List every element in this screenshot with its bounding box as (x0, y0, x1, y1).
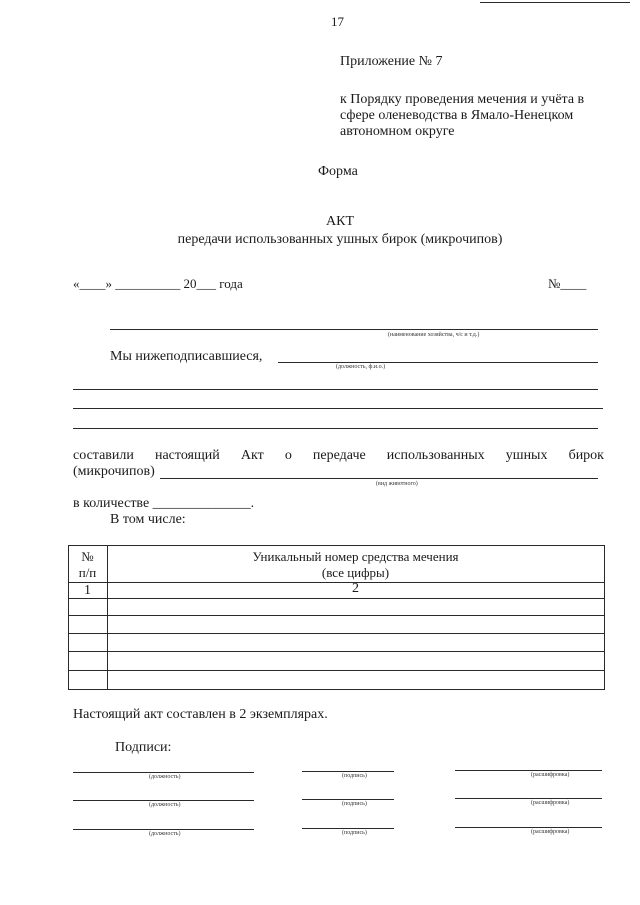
position-hint-2: (должность) (149, 802, 181, 808)
position-line-3 (73, 829, 254, 830)
position-line-2 (73, 800, 254, 801)
undersigned-line (278, 362, 598, 363)
decoding-hint-3: (расшифровка) (531, 829, 570, 835)
animal-type-hint: (вид животного) (376, 481, 418, 487)
including-label: В том числе: (110, 512, 186, 527)
table-border-bottom (68, 689, 605, 690)
col-tag-id-index: 2 (352, 581, 359, 596)
top-edge-line (480, 2, 630, 3)
position-hint-3: (должность) (149, 831, 181, 837)
farm-name-line (110, 329, 598, 330)
table-row-divider (68, 670, 605, 671)
table-border-top (68, 545, 605, 546)
col-number-header-sub: п/п (78, 565, 97, 580)
appendix-line-3: автономном округе (340, 124, 455, 139)
copies-statement: Настоящий акт составлен в 2 экземплярах. (73, 707, 328, 722)
quantity-line: в количестве ______________. (73, 496, 255, 511)
decoding-line-3 (455, 827, 602, 828)
signature-hint-2: (подпись) (342, 801, 367, 807)
col-number-header: № (81, 549, 94, 564)
signatures-title: Подписи: (115, 740, 172, 755)
blank-line-2 (73, 408, 603, 409)
undersigned-label: Мы нижеподписавшиеся, (110, 349, 263, 364)
act-subtitle: передачи использованных ушных бирок (микрочипов) (177, 232, 503, 247)
decoding-line-1 (455, 770, 602, 771)
signature-hint-3: (подпись) (342, 830, 367, 836)
col-tag-id-header-sub: (все цифры) (321, 565, 390, 580)
signature-hint-1: (подпись) (342, 773, 367, 779)
farm-name-hint: (наименование хозяйства, ч/с и т.д.) (388, 332, 480, 338)
table-row-divider (68, 598, 605, 599)
signature-line-1 (302, 771, 394, 772)
table-row-divider (68, 615, 605, 616)
date-line: «____» __________ 20___ года (73, 276, 243, 291)
animal-type-line (160, 478, 598, 479)
position-line-1 (73, 772, 254, 773)
form-label: Форма (318, 164, 358, 179)
appendix-title: Приложение № 7 (340, 54, 443, 69)
position-hint-1: (должность) (149, 774, 181, 780)
signature-line-3 (302, 828, 394, 829)
blank-line-1 (73, 389, 598, 390)
table-border-right (604, 545, 605, 689)
page-number: 17 (331, 14, 344, 29)
signature-line-2 (302, 799, 394, 800)
composed-statement: составили настоящий Акт о передаче использованных ушных бирок (73, 448, 604, 463)
appendix-line-2: сфере оленеводства в Ямало-Ненецком (340, 108, 574, 123)
decoding-line-2 (455, 798, 602, 799)
decoding-hint-1: (расшифровка) (531, 772, 570, 778)
col-tag-id-header: Уникальный номер средства мечения (252, 549, 459, 564)
decoding-hint-2: (расшифровка) (531, 800, 570, 806)
act-title: АКТ (326, 214, 354, 229)
table-row-divider (68, 633, 605, 634)
act-number: №____ (548, 276, 587, 291)
microchips-label: (микрочипов) (73, 464, 155, 479)
position-name-hint: (должность, ф.и.о.) (336, 364, 386, 370)
col-number-index: 1 (84, 583, 91, 598)
appendix-line-1: к Порядку проведения мечения и учёта в (340, 92, 585, 107)
table-row-divider (68, 651, 605, 652)
blank-line-3 (73, 428, 598, 429)
